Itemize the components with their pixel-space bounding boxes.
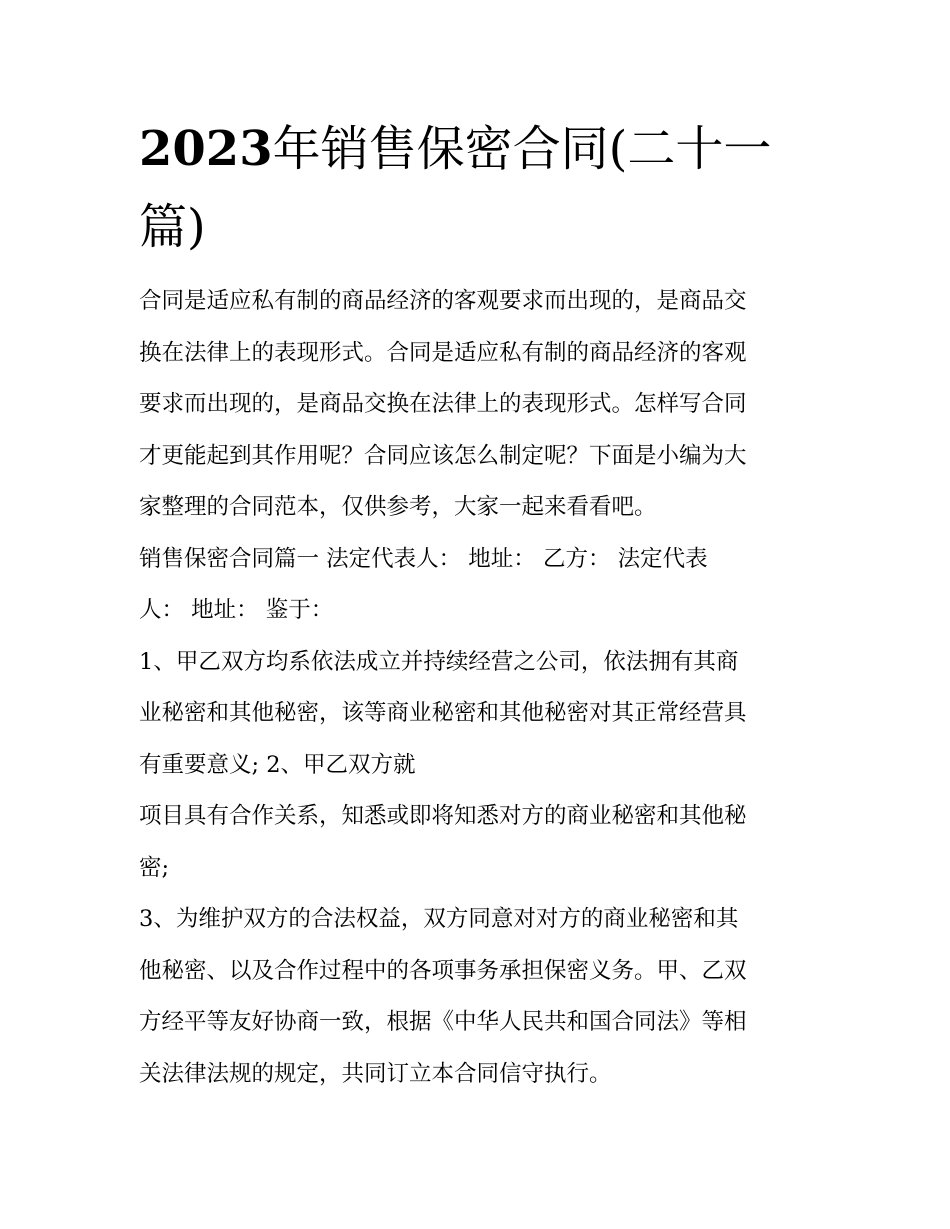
title-text: 年销售保密合同(二十一篇): [139, 121, 772, 255]
body-line: 人： 地址： 鉴于：: [139, 597, 334, 623]
body-line: 有重要意义; 2、甲乙双方就: [139, 751, 416, 778]
body-line: 合同是适应私有制的商品经济的客观要求而出现的，是商品交: [139, 288, 747, 314]
document-body: [139, 276, 814, 1100]
body-line: 要求而出现的，是商品交换在法律上的表现形式。怎样写合同: [139, 391, 747, 417]
body-line: 1、甲乙双方均系依法成立并持续经营之公司，依法拥有其商: [139, 648, 739, 675]
body-line: 换在法律上的表现形式。合同是适应私有制的商品经济的客观: [139, 339, 747, 366]
body-line: 他秘密、以及合作过程中的各项事务承担保密义务。甲、乙双: [139, 957, 747, 984]
body-line: 业秘密和其他秘密，该等商业秘密和其他秘密对其正常经营具: [139, 700, 747, 726]
body-line: 关法律法规的规定，共同订立本合同信守执行。: [139, 1060, 612, 1087]
body-line: 项目具有合作关系，知悉或即将知悉对方的商业秘密和其他秘: [139, 803, 747, 829]
body-line: 3、为维护双方的合法权益，双方同意对对方的商业秘密和其: [139, 906, 739, 932]
body-line: 才更能起到其作用呢？合同应该怎么制定呢？下面是小编为大: [139, 442, 747, 469]
title-year: 2023: [139, 121, 273, 177]
body-line: 密;: [139, 854, 170, 881]
body-line: 方经平等友好协商一致，根据《中华人民共和国合同法》等相: [139, 1009, 747, 1035]
document-title: [139, 110, 819, 266]
body-line: 销售保密合同篇一 法定代表人： 地址： 乙方： 法定代表: [139, 545, 708, 572]
body-line: 家整理的合同范本，仅供参考，大家一起来看看吧。: [139, 494, 657, 520]
